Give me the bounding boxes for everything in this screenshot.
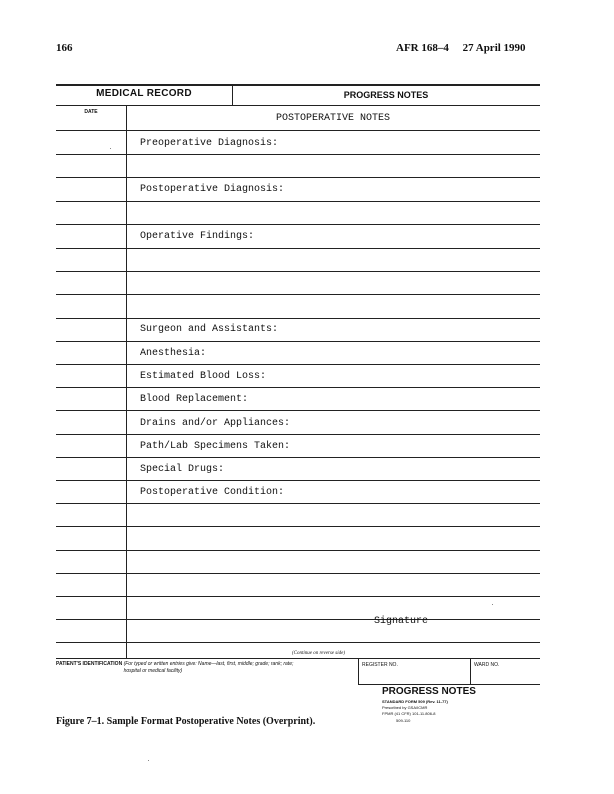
ward-number-label: WARD NO. (474, 662, 500, 668)
ruled-line (56, 154, 540, 155)
scan-speck (110, 148, 111, 149)
scan-speck (148, 760, 149, 761)
field-surgeon-and-assistants: Surgeon and Assistants: (140, 324, 279, 335)
ruled-line (56, 480, 540, 481)
standard-form-code: 509-110 (396, 718, 411, 723)
ruled-line (56, 271, 540, 272)
scan-speck (492, 604, 493, 605)
ruled-line (56, 410, 540, 411)
ruled-line (56, 201, 540, 202)
document-reference: AFR 168–4 27 April 1990 (396, 42, 526, 54)
date-column-divider (126, 105, 127, 658)
field-special-drugs: Special Drugs: (140, 464, 225, 475)
ruled-line (56, 526, 540, 527)
field-postoperative-condition: Postoperative Condition: (140, 487, 285, 498)
register-divider (358, 658, 359, 684)
ruled-line (56, 573, 540, 574)
ruled-line (56, 318, 540, 319)
field-drains-appliances: Drains and/or Appliances: (140, 418, 291, 429)
postoperative-notes-heading: POSTOPERATIVE NOTES (275, 113, 391, 124)
ruled-line (56, 642, 540, 643)
ruled-line (56, 596, 540, 597)
field-postoperative-diagnosis: Postoperative Diagnosis: (140, 184, 285, 195)
patient-id-label: PATIENT'S IDENTIFICATION (56, 661, 123, 667)
field-path-lab-specimens: Path/Lab Specimens Taken: (140, 441, 291, 452)
ruled-line (56, 130, 540, 131)
standard-form-fpmr: FPMR (41 CFR) 101-11.806-8 (382, 711, 436, 716)
signature-label: Signature (374, 616, 429, 627)
ruled-line (56, 248, 540, 249)
field-anesthesia: Anesthesia: (140, 348, 207, 359)
field-blood-replacement: Blood Replacement: (140, 394, 249, 405)
standard-form-title: PROGRESS NOTES (382, 686, 476, 697)
medical-record-title: MEDICAL RECORD (96, 88, 192, 99)
patient-identification (56, 661, 356, 675)
ruled-line (56, 224, 540, 225)
ruled-line (56, 177, 540, 178)
figure-caption: Figure 7–1. Sample Format Postoperative Notes (Overprint). (56, 716, 316, 727)
date-column-header: DATE (84, 109, 98, 115)
header-bottom-rule (56, 105, 540, 106)
ruled-line (56, 457, 540, 458)
field-operative-findings: Operative Findings: (140, 231, 255, 242)
ruled-line (56, 619, 540, 620)
standard-form-number: STANDARD FORM 509 (Rev. 11-77) (382, 699, 448, 704)
patient-id-instructions: (For typed or written entries give: Name—last, first, middle; grade; rank; rate; hospital or medical facility) (123, 661, 294, 674)
ruled-line (56, 294, 540, 295)
page-number: 166 (56, 42, 73, 54)
field-estimated-blood-loss: Estimated Blood Loss: (140, 371, 267, 382)
ruled-line (56, 550, 540, 551)
medical-record-form (56, 82, 540, 674)
register-ward-bottom-rule (358, 684, 540, 685)
continue-note: (Continue on reverse side) (292, 651, 345, 656)
ruled-line (56, 341, 540, 342)
progress-notes-title: PROGRESS NOTES (343, 90, 429, 100)
field-preoperative-diagnosis: Preoperative Diagnosis: (140, 138, 279, 149)
form-top-border (56, 84, 540, 86)
ruled-line (56, 503, 540, 504)
register-number-label: REGISTER NO. (362, 662, 398, 668)
ward-divider (470, 658, 471, 684)
ruled-line (56, 434, 540, 435)
patient-block-top-rule (56, 658, 540, 659)
ruled-line (56, 364, 540, 365)
standard-form-prescribed: Prescribed by GSA/ICMR (382, 705, 428, 710)
ruled-line (56, 387, 540, 388)
